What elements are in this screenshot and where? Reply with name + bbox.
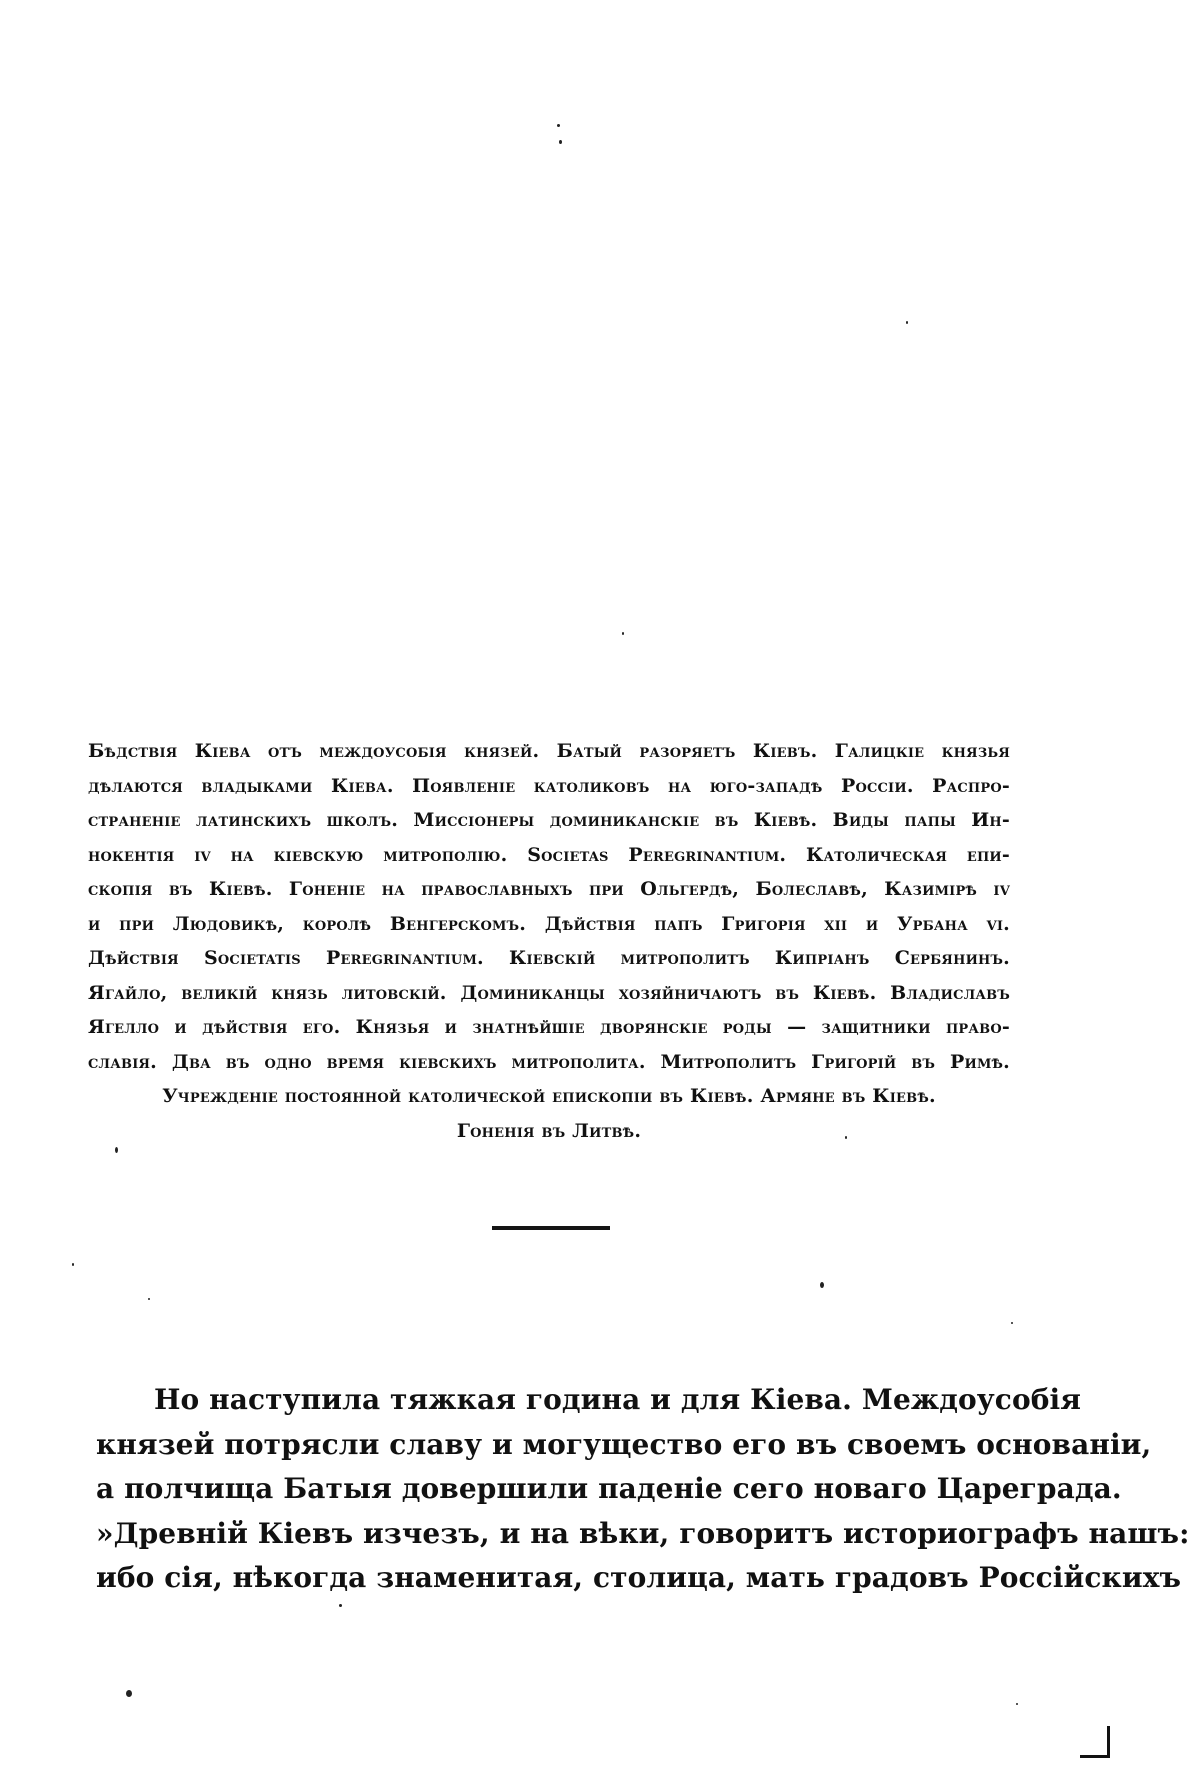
summary-line: скопія въ Кіевѣ. Гоненіе на православныхъ при Ольгердѣ, Болеславѣ, Казимірѣ iv [88, 878, 1010, 900]
scan-speck [622, 632, 624, 635]
summary-line: Ягайло, великій князь литовскій. Доминиканцы хозяйничаютъ въ Кіевѣ. Владиславъ [88, 981, 1010, 1004]
scan-speck [559, 140, 562, 144]
summary-line: страненіе латинскихъ школъ. Миссіонеры доминиканскіе въ Кіевѣ. Виды папы Ин- [88, 809, 1010, 831]
body-line: князей потрясли славу и могущество его въ своемъ основаніи, [96, 1427, 1152, 1461]
summary-line: и при Людовикѣ, королѣ Венгерскомъ. Дѣйствія папъ Григорія xii и Урбана vi. [88, 912, 1010, 935]
summary-line: Учрежденіе постоянной католической епископіи въ Кіевѣ. Армяне въ Кіевѣ. [162, 1085, 936, 1107]
scan-speck [339, 1604, 342, 1607]
summary-line: Дѣйствія Societatis Peregrinantium. Кіевскій митрополитъ Кипріанъ Сербянинъ. [88, 947, 1010, 969]
scan-speck [126, 1690, 132, 1697]
section-divider [492, 1226, 610, 1230]
scan-speck [906, 321, 908, 324]
scan-speck [820, 1282, 824, 1288]
scan-speck [148, 1298, 150, 1300]
summary-line: дѣлаются владыками Кіева. Появленіе католиковъ на юго-западѣ Россіи. Распро- [88, 774, 1010, 797]
scan-speck [557, 124, 560, 127]
summary-line: славія. Два въ одно время кіевскихъ митрополита. Митрополитъ Григорій въ Римѣ. [88, 1050, 1010, 1073]
crop-mark [1080, 1726, 1110, 1758]
summary-line: Ягелло и дѣйствія его. Князья и знатнѣйшіе дворянскіе роды — защитники право- [88, 1016, 1010, 1038]
scan-speck [1011, 1322, 1013, 1324]
summary-line: Бѣдствія Кіева отъ междоусобія князей. Батый разоряетъ Кіевъ. Галицкіе князья [88, 740, 1010, 762]
scan-speck [1016, 1703, 1018, 1705]
summary-line-last: Гоненія въ Литвѣ. [456, 1119, 642, 1142]
body-line: а полчища Батыя довершили паденіе сего новаго Цареграда. [96, 1472, 1122, 1505]
body-line: »Древній Кіевъ изчезъ, и на вѣки, говоритъ историографъ нашъ: [96, 1516, 1190, 1550]
summary-line: нокентія iv на кіевскую митрополію. Societas Peregrinantium. Католическая епи- [88, 843, 1010, 866]
chapter-summary [88, 734, 1010, 1148]
body-paragraph [96, 1378, 1190, 1601]
scan-speck [72, 1263, 74, 1266]
body-line: Но наступила тяжкая година и для Кіева. Междоусобія [154, 1383, 1082, 1416]
body-line: ибо сія, нѣкогда знаменитая, столица, мать градовъ Россійскихъ [96, 1561, 1182, 1594]
scan-speck [115, 1147, 118, 1153]
scan-speck [845, 1136, 847, 1139]
